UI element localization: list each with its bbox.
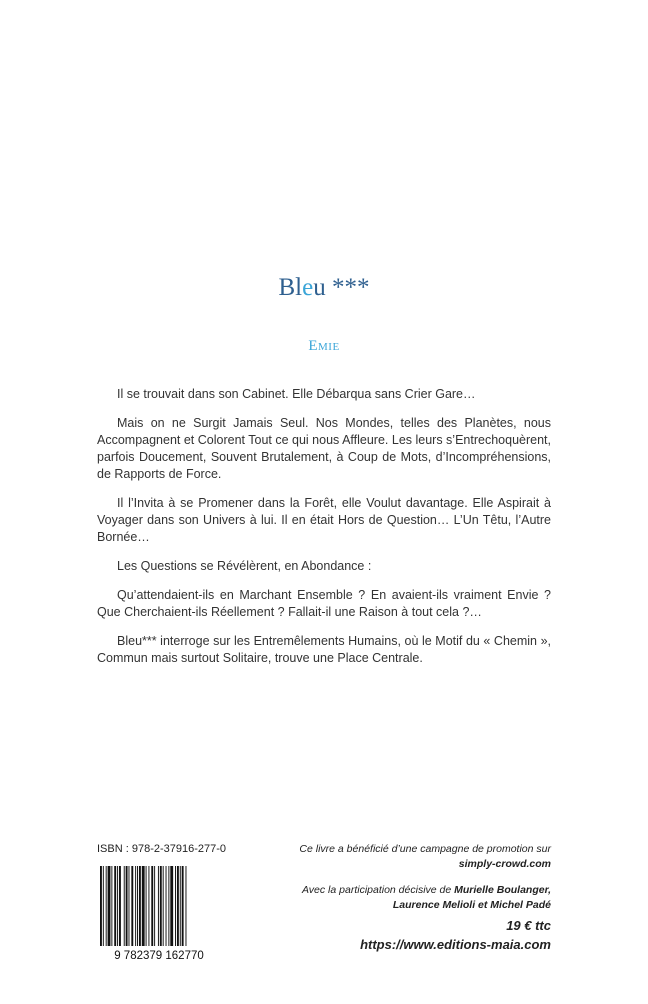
barcode-bar xyxy=(146,866,147,946)
promo-site: simply-crowd.com xyxy=(458,857,551,870)
barcode-bar xyxy=(103,866,104,946)
blurb-paragraph: Il l’Invita à se Promener dans la Forêt, elle Voulut davantage. Elle Aspirait à Voyager dans son Univers à lui. Il en était Hors de Question… L’Un Têtu, l’Autre Bornée… xyxy=(97,496,551,544)
barcode-digits: 9 782379 162770 xyxy=(114,950,204,962)
barcode-bar xyxy=(151,866,153,946)
barcode-bar xyxy=(129,866,130,946)
publisher-url: https://www.editions-maia.com xyxy=(360,937,551,952)
barcode-bar xyxy=(114,866,116,946)
barcode-bar xyxy=(126,866,128,946)
participants-b: Laurence Melioli et Michel Padé xyxy=(392,898,551,911)
blurb-paragraph: Mais on ne Surgit Jamais Seul. Nos Mondes, telles des Planètes, nous Accompagnent et Colorent Tout ce qui nous Affleure. Les leurs s’Entrechoquèrent, parfois Doucement, Souvent Brutalement, à Coup de Mots, d’Incompréhensions, de Rapports de Force. xyxy=(97,416,551,481)
price-label: 19 € ttc xyxy=(506,918,551,933)
barcode-bar xyxy=(175,866,176,946)
barcode-bar xyxy=(108,866,111,946)
blurb-paragraph: Il se trouvait dans son Cabinet. Elle Débarqua sans Crier Gare… xyxy=(117,387,476,401)
barcode-bars xyxy=(100,866,186,946)
barcode-bar xyxy=(186,866,187,946)
barcode-bar xyxy=(168,866,169,946)
barcode-bar xyxy=(177,866,179,946)
author-initial: E xyxy=(308,338,318,354)
blurb-paragraph: Qu’attendaient-ils en Marchant Ensemble ? En avaient-ils vraiment Envie ? Que Cherchaient-ils Réellement ? Fallait-il une Raison à tout cela ?… xyxy=(97,588,551,619)
barcode-bar xyxy=(111,866,112,946)
barcode-bar xyxy=(163,866,164,946)
blurb-paragraph: Les Questions se Révélèrent, en Abondance : xyxy=(117,559,372,573)
promotion-notice xyxy=(261,842,551,912)
barcode-bar xyxy=(100,866,102,946)
barcode-bar xyxy=(148,866,149,946)
participants-a: Murielle Boulanger, xyxy=(454,884,551,896)
participation-line xyxy=(261,883,551,898)
promo-line: Ce livre a bénéficié d’une campagne de promotion sur xyxy=(299,843,551,855)
barcode-bar xyxy=(154,866,155,946)
barcode-bar xyxy=(119,866,121,946)
barcode-bar xyxy=(106,866,107,946)
barcode-bar xyxy=(158,866,159,946)
title-part1: Bl xyxy=(278,274,303,301)
barcode-bar xyxy=(139,866,141,946)
title-part2: u *** xyxy=(313,274,370,301)
barcode-bar xyxy=(166,866,167,946)
barcode-bar xyxy=(124,866,125,946)
barcode-bar xyxy=(131,866,133,946)
author-name xyxy=(0,338,648,355)
barcode-bar xyxy=(142,866,145,946)
back-cover-blurb xyxy=(97,386,551,679)
barcode-bar xyxy=(137,866,138,946)
barcode-bar xyxy=(180,866,181,946)
isbn-label: ISBN : 978-2-37916-277-0 xyxy=(97,843,227,855)
book-title xyxy=(0,274,648,302)
barcode-bar xyxy=(170,866,173,946)
title-accent-letter: e xyxy=(302,274,314,301)
blurb-paragraph: Bleu*** interroge sur les Entremêlements Humains, où le Motif du « Chemin », Commun mais surtout Solitaire, trouve une Place Centrale. xyxy=(97,634,551,665)
barcode-bar xyxy=(117,866,118,946)
participation-prefix: Avec la participation décisive de xyxy=(301,884,455,896)
barcode-bar xyxy=(182,866,184,946)
barcode-bar xyxy=(135,866,136,946)
barcode-bar xyxy=(160,866,162,946)
isbn-barcode xyxy=(97,866,221,962)
author-rest: MIE xyxy=(318,341,340,353)
